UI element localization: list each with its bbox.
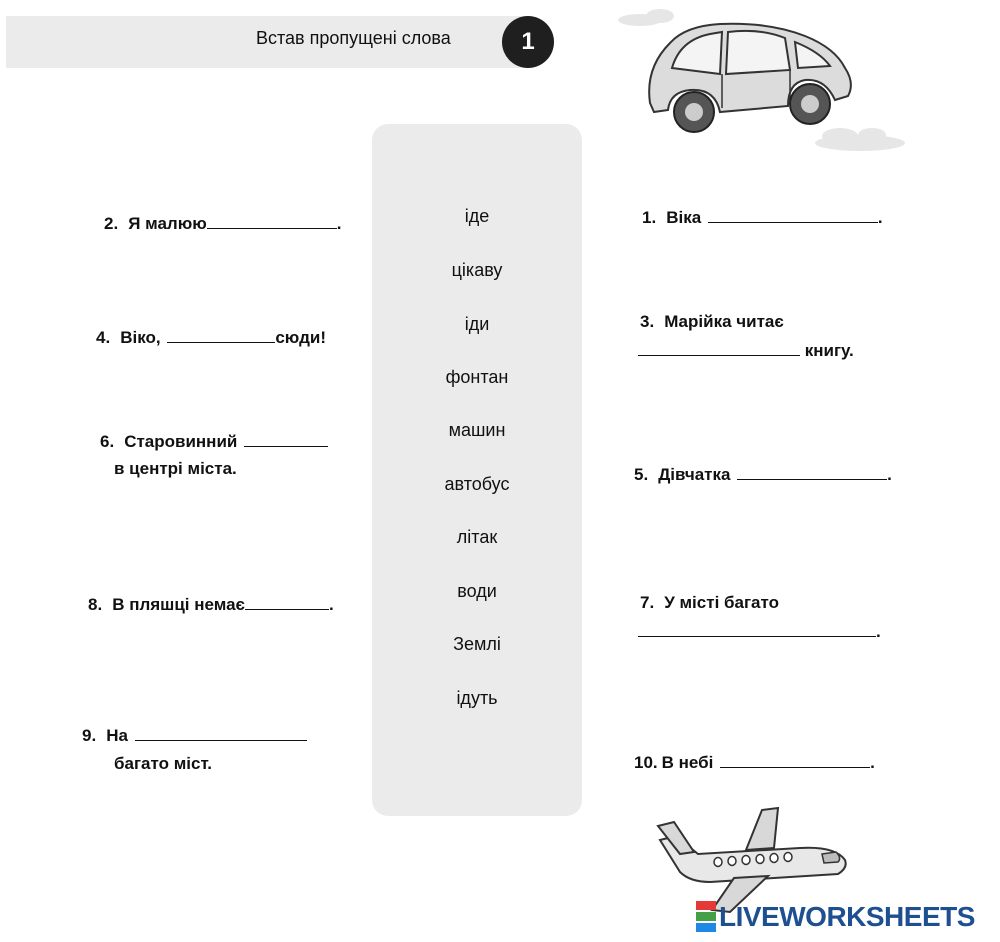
question-6: 6. Старовинний	[100, 428, 328, 455]
word-bank-item: іди	[464, 314, 490, 334]
question-7-line-2: .	[638, 618, 881, 645]
answer-blank[interactable]	[708, 206, 878, 223]
question-6-line-2: в центрі міста.	[114, 459, 237, 478]
question-3-line-2: книгу.	[638, 337, 854, 364]
word-bank-item: ідуть	[456, 688, 498, 708]
word-bank-item: машин	[448, 420, 506, 440]
question-9-line-2: багато міст.	[114, 754, 213, 773]
answer-blank[interactable]	[245, 593, 329, 610]
page-title: Встав пропущені слова	[256, 28, 451, 48]
liveworksheets-logo-icon	[696, 900, 716, 933]
answer-blank[interactable]	[720, 751, 870, 768]
answer-blank[interactable]	[244, 430, 328, 447]
question-9: 9. На	[82, 722, 307, 749]
answer-blank[interactable]	[167, 326, 275, 343]
word-bank-item: Землі	[453, 634, 501, 654]
answer-blank[interactable]	[638, 620, 876, 637]
question-2: 2. Я малюю .	[104, 214, 342, 233]
question-5: 5. Дівчатка .	[634, 465, 892, 484]
word-bank-item: іде	[464, 206, 490, 226]
word-bank-item: цікаву	[451, 260, 503, 280]
question-7: 7. У місті багато	[640, 593, 779, 612]
word-bank-item: літак	[456, 527, 498, 547]
question-8: 8. В пляшці немає .	[88, 595, 334, 614]
answer-blank[interactable]	[207, 212, 337, 229]
word-bank-item: автобус	[444, 474, 510, 494]
answer-blank[interactable]	[638, 339, 800, 356]
question-10: 10. В небі .	[634, 753, 875, 772]
answer-blank[interactable]	[737, 463, 887, 480]
word-bank-panel	[372, 124, 582, 816]
question-3: 3. Марійка читає	[640, 312, 784, 331]
question-1: 1. Віка .	[642, 208, 883, 227]
word-bank-item: води	[457, 581, 497, 601]
exercise-number-badge: 1	[502, 16, 554, 68]
answer-blank[interactable]	[135, 724, 307, 741]
question-4: 4. Віко, сюди!	[96, 328, 326, 347]
car-illustration	[610, 8, 920, 158]
brand-watermark: LIVEWORKSHEETS	[696, 900, 975, 933]
word-bank-item: фонтан	[445, 367, 509, 387]
